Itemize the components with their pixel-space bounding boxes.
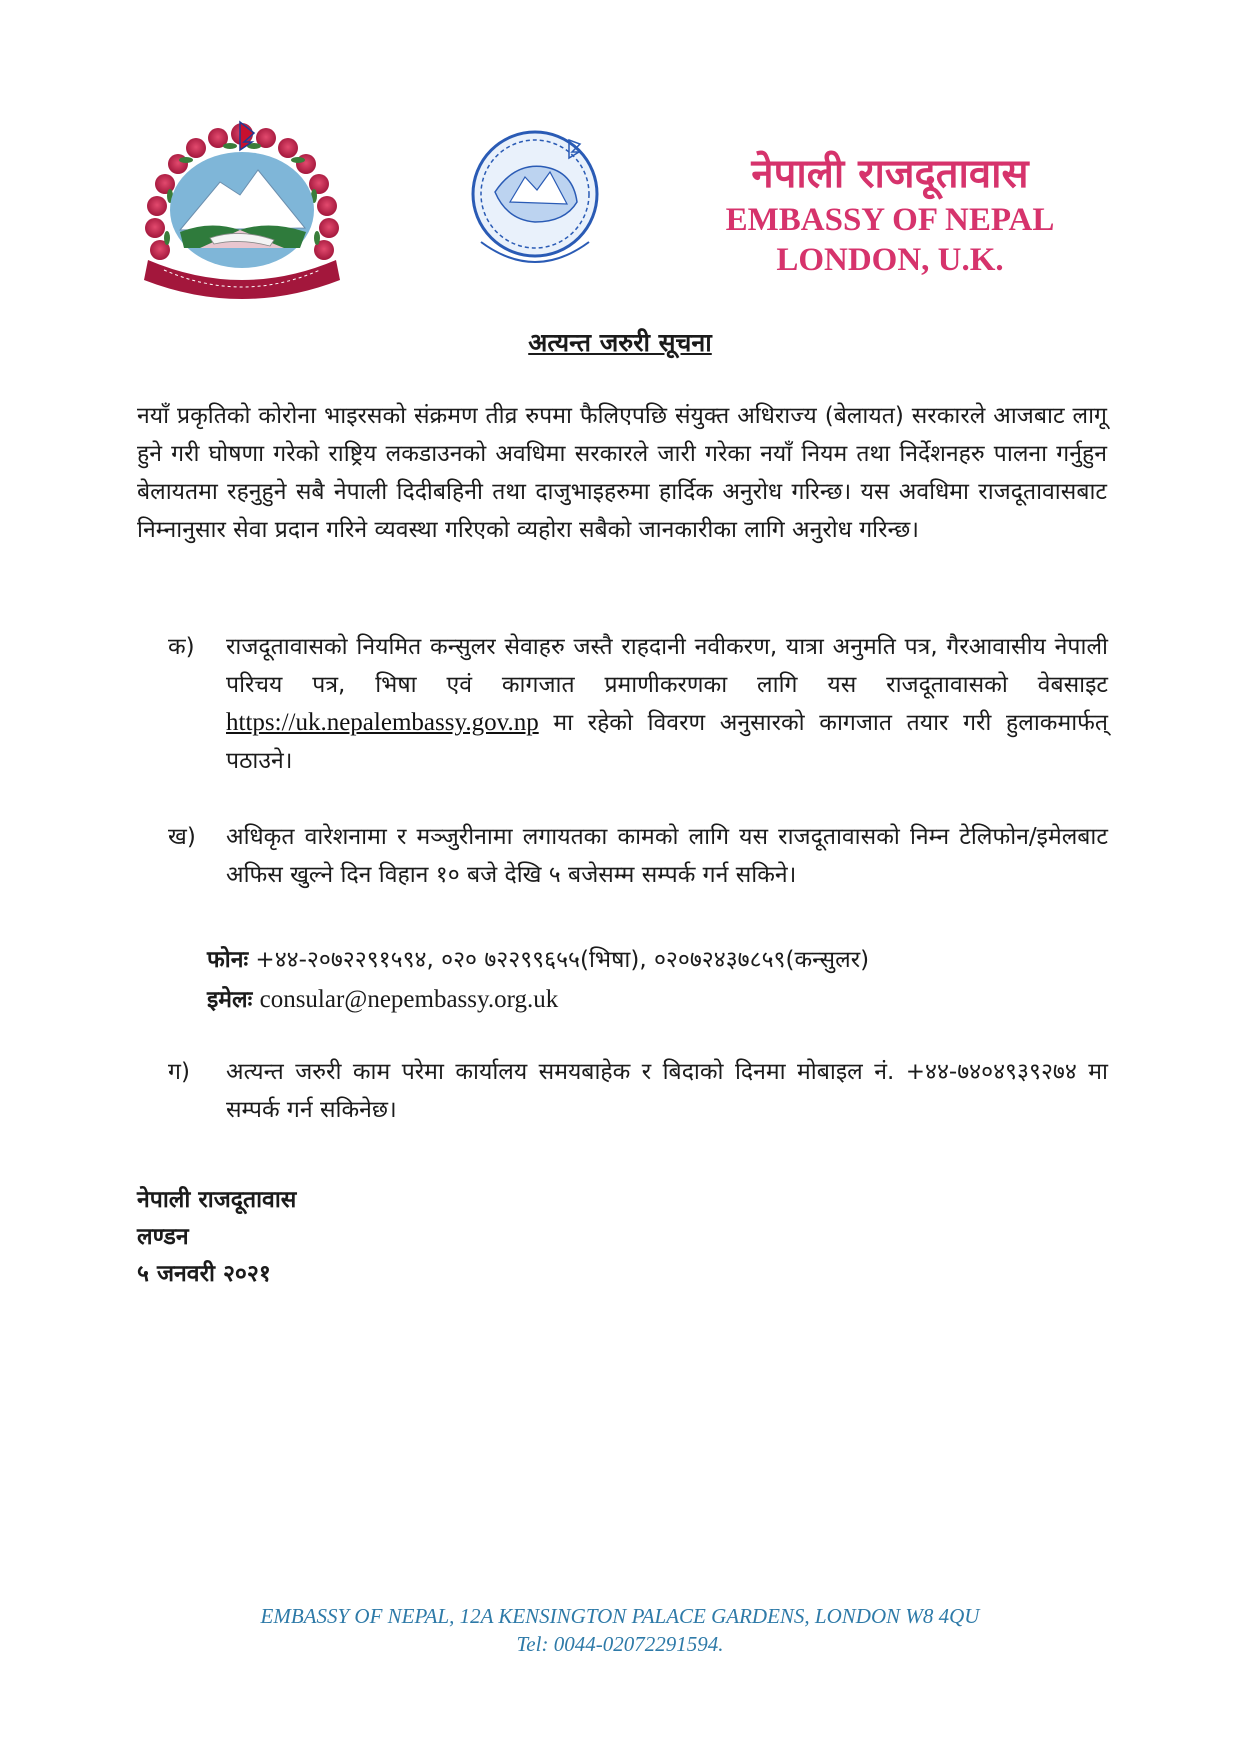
list-item-text: अत्यन्त जरुरी काम परेमा कार्यालय समयबाहेक र बिदाको दिनमा मोबाइल नं. +४४-७४०४९३९२७४ मा सम्पर्क गर्न सकिनेछ।: [226, 1059, 1108, 1123]
nepal-coat-of-arms-icon: [140, 120, 345, 305]
contact-phone: [207, 942, 869, 978]
phone-numbers: +४४-२०७२२९१५९४, ०२० ७२२९९६५५(भिषा), ०२०७२४३७८५९(कन्सुलर): [255, 947, 870, 973]
list-marker: ग): [168, 1059, 190, 1085]
signoff-office: नेपाली राजदूतावास: [137, 1187, 297, 1213]
signoff: [137, 1182, 296, 1293]
email-label: इमेलः: [207, 987, 253, 1013]
list-item-ga: [168, 1053, 1108, 1129]
list-item-ka: [168, 628, 1108, 780]
notice-body: नयाँ प्रकृतिको कोरोना भाइरसको संक्रमण तीव्र रुपमा फैलिएपछि संयुक्त अधिराज्य (बेलायत) सरकारले आजबाट लागू हुने गरी घोषणा गरेको राष्ट्रिय लकडाउनको अवधिमा सरकारले जारी गरेका नयाँ नियम तथा निर्देशनहरु पालना गर्नुहुन बेलायतमा रहनुहुने सबै नेपाली दिदीबहिनी तथा दाजुभाइहरुमा हार्दिक अनुरोध गरिन्छ। यस अवधिमा राजदूतावासबाट निम्नानुसार सेवा प्रदान गरिने व्यवस्था गरिएको व्यहोरा सबैको जानकारीका लागि अनुरोध गरिन्छ।: [137, 403, 1107, 543]
embassy-website-link[interactable]: https://uk.nepalembassy.gov.np: [226, 709, 539, 736]
item-text-after: मा रहेको विवरण अनुसारको कागजात तयार गरी हुलाकमार्फत् पठाउने।: [226, 710, 1108, 774]
notice-heading: अत्यन्त जरुरी सूचना: [528, 328, 712, 357]
footer-address: EMBASSY OF NEPAL, 12A KENSINGTON PALACE GARDENS, LONDON W8 4QU: [260, 1604, 980, 1628]
footer-tel: Tel: 0044-02072291594.: [516, 1632, 724, 1656]
embassy-location: LONDON, U.K.: [776, 242, 1004, 278]
list-item-text: [226, 628, 1108, 780]
footer-address-block: [0, 1602, 1240, 1658]
contact-email: [207, 982, 558, 1018]
list-item-text: अधिकृत वारेशनामा र मञ्जुरीनामा लगायतका कामको लागि यस राजदूतावासको निम्न टेलिफोन/इमेलबाट अफिस खुल्ने दिन विहान १० बजे देखि ५ बजेसम्म सम्पर्क गर्न सकिने।: [226, 824, 1108, 888]
item-text-before: राजदूतावासको नियमित कन्सुलर सेवाहरु जस्तै राहदानी नवीकरण, यात्रा अनुमति पत्र, गैरआवासीय नेपाली परिचय पत्र, भिषा एवं कागजात प्रमाणीकरणका लागि यस राजदूतावासको वेबसाइट: [226, 634, 1108, 698]
embassy-name-nepali: नेपाली राजदूतावास: [751, 151, 1029, 197]
email-link[interactable]: consular@nepembassy.org.uk: [259, 986, 559, 1013]
list-item-kha: [168, 818, 1108, 894]
signoff-city: लण्डन: [137, 1224, 189, 1250]
signoff-date: ५ जनवरी २०२१: [137, 1261, 271, 1287]
phone-label: फोनः: [207, 947, 249, 973]
embassy-letterhead: [690, 148, 1090, 280]
list-marker: ख): [168, 824, 196, 850]
embassy-seal-icon: [455, 122, 613, 292]
list-marker: क): [168, 634, 195, 660]
embassy-name-english: EMBASSY OF NEPAL: [725, 202, 1055, 238]
